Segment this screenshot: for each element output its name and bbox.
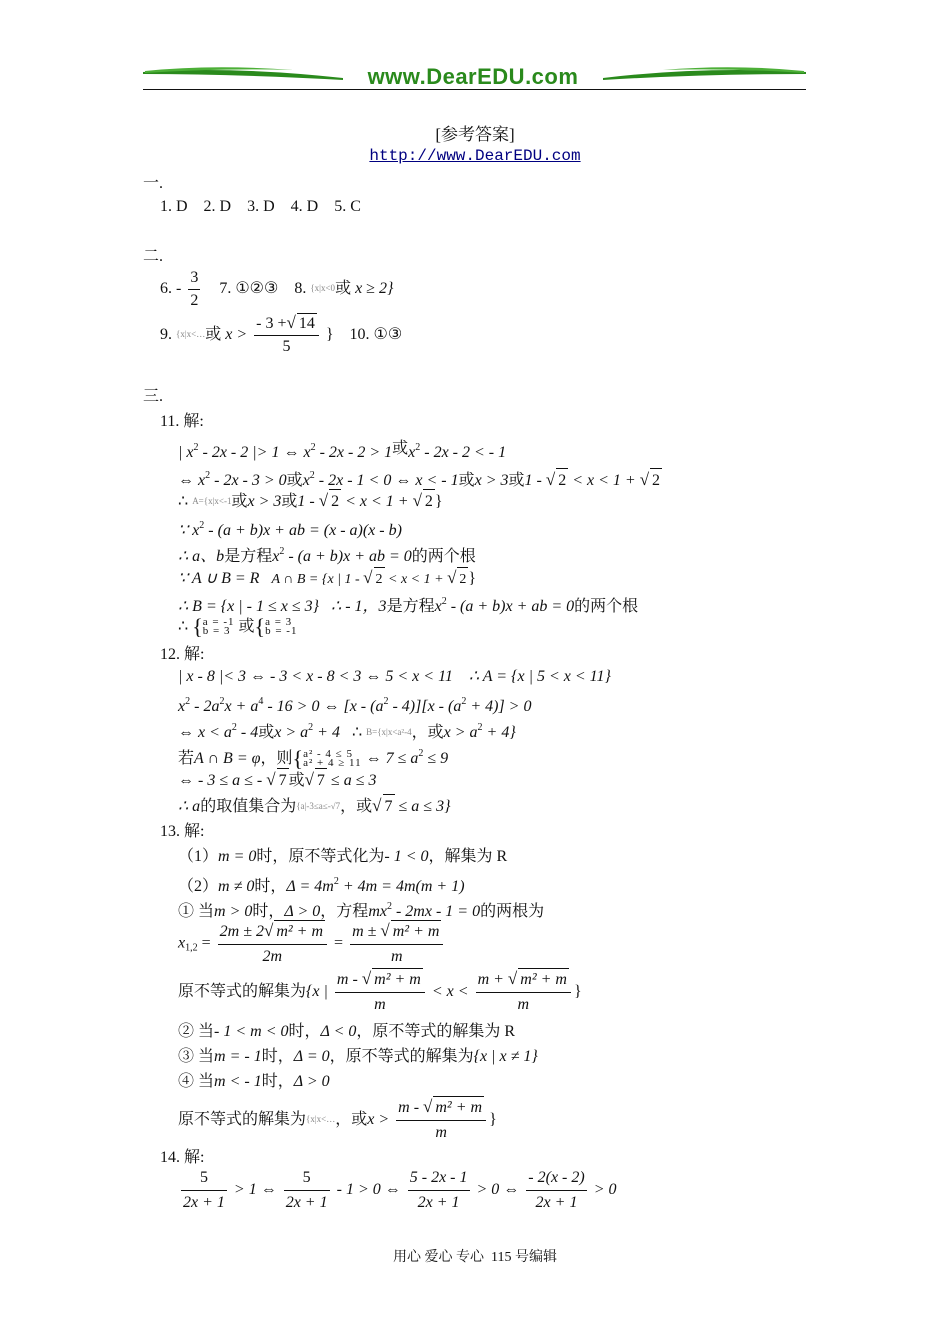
q11-line-2: ⇔ $x^2 - 2x - 3 > 0$或$x^2 - 2x - 1 < 0$ ⇔ x < - 1或x > 3或1 - √ 2 < x < 1 + √ 2 (178, 464, 662, 493)
q6-label: 6. (160, 280, 172, 297)
q12-line-5: ⇔ - 3 ≤ a ≤ - √ 7 或√ 7 ≤ a ≤ 3 (178, 768, 376, 793)
q13-line-4: $x_{1,2}$ = $\frac{\text{2m ± 2√ m² + m}}{2m}$ = $\frac{\text{m ± √ m² + m}}{m}$ (178, 920, 446, 971)
q13-line-5: 原不等式的解集为{x | $\frac{\text{m - √ m² + m}}{m}$ < x < $\frac{\text{m + √ m² + m}}{m}$ } (178, 969, 582, 1014)
answer-9-10 (160, 312, 402, 357)
header-rule (143, 89, 806, 90)
answers-1-5: 1. D 2. D 3. D 4. D 5. C (160, 198, 361, 215)
q8-or: 或 (335, 280, 352, 297)
q13-line-8: ④ 当m < - 1时，Δ > 0 (178, 1073, 330, 1090)
q6-fraction (188, 268, 200, 311)
q13-line-7: ③ 当m = - 1时，Δ = 0，原不等式的解集为{x | x ≠ 1} (178, 1048, 538, 1065)
page-title: [参考答案] (435, 125, 515, 144)
url-link[interactable] (0, 147, 950, 165)
q9-sqrt: 14 (298, 315, 315, 333)
q12-line-6: ∴ a的取值集合为{a|-3≤a≤-√7，或√ 7 ≤ a ≤ 3} (178, 794, 450, 819)
q9-garbled-set: {x|x<… (176, 329, 206, 339)
q12-label: 12. 解: (160, 646, 205, 663)
q14-line-1: $\frac{5}{2x + 1}$ > 1 ⇔ $\frac{5}{2x + 1}$ - 1 > 0 ⇔ $\frac{5 - 2x - 1}{2x + 1}$ > 0 ⇔ $\frac{- 2(x - 2)}{2x + 1}$ > 0 (183, 1168, 617, 1211)
site-logo: www.DearEDU.com (367, 64, 579, 89)
q13-label: 13. 解: (160, 823, 205, 840)
q11-line-5: ∴ a、b是方程$x^2 - (a + b)x$ + ab = 0的两个根 (178, 546, 476, 565)
q12-line-1: | x - 8 |< 3 ⇔ - 3 < x - 8 < 3 ⇔ 5 < x < 11 ∴ A = {x | 5 < x < 11} (178, 668, 611, 685)
q14-label: 14. 解: (160, 1149, 205, 1166)
page-footer: 用心 爱心 专心 115 号编辑 (393, 1250, 557, 1265)
q13-line-2: （2）m ≠ 0时，$\Delta = 4m^2 + 4m = 4m(m + 1)$ (178, 876, 465, 895)
q13-line-1: （1）m = 0时，原不等式化为- 1 < 0，解集为 R (178, 848, 508, 865)
q10-answer: 10. ①③ (349, 326, 403, 343)
q13-line-9: 原不等式的解集为{x|x<…，或x > $\frac{\text{m - √ m² + m}}{m}$ } (178, 1097, 497, 1142)
q11-line-6: ∵ A ∪ B = R A ∩ B = {x | 1 - √ 2 < x < 1 + √ 2 } (178, 566, 476, 592)
q9-label: 9. (160, 326, 172, 343)
q9-denominator: 5 (282, 338, 291, 356)
q6-sign: - (176, 280, 182, 297)
q8-label: 8. (294, 280, 307, 297)
q7-answer: 7. ①②③ (219, 280, 279, 297)
q11-line-7: ∴ B = {x | - 1 ≤ x ≤ 3} ∴ - 1，3是方程$x^2 - (a + b)x$ + ab = 0的两个根 (178, 596, 639, 615)
q12-line-4: 若A ∩ B = φ，则{ a² - 4 ≤ 5 a² + 4 ≥ 11 ⇔ $7 \le a^2 \le 9$ (178, 746, 449, 771)
q12-line-2: $x^2 - 2a^2x + a^4 - 16 > 0$ ⇔ $[x - (a^2 - 4)][x - (a^2 + 4)] > 0$ (178, 696, 532, 715)
q11-line-3: ∴ A={x|x<-1或x > 3或1 - √ 2 < x < 1 + √ 2 } (178, 489, 443, 514)
section-heading-1: 一. (143, 175, 164, 192)
q11-line-8: ∴ { a = -1 b = 3 或{ a = 3 b = -1 (178, 614, 298, 639)
q13-line-6: ② 当- 1 < m < 0时，Δ < 0，原不等式的解集为 R (178, 1023, 516, 1040)
section-heading-2: 二. (143, 248, 164, 265)
page-header (143, 62, 806, 92)
section-heading-3: 三. (143, 388, 164, 405)
q9-fraction (254, 313, 319, 357)
q9-numerator: - 3 +√ 14 (254, 313, 319, 336)
q8-end: x ≥ 2} (355, 280, 394, 297)
q9-end: } (325, 326, 334, 343)
q13-line-3: ① 当m > 0时，Δ > 0，方程$mx^2 - 2mx - 1 = 0$的两根为 (178, 901, 545, 920)
url-link-text[interactable]: http://www.DearEDU.com (369, 147, 581, 165)
q11-line-4: ∵ $x^2 - (a + b)x$ + ab = (x - a)(x - b) (178, 520, 402, 539)
q6-numerator: 3 (188, 268, 200, 290)
q11-line-1: | $x^2 - 2x - 2$ |> 1 ⇔ $x^2 - 2x - 2 > 1$或$x^2 - 2x - 2$ < - 1 (178, 440, 507, 461)
q11-label: 11. 解: (160, 413, 204, 430)
q8-garbled-set: {x|x<0 (310, 283, 336, 293)
q9-or: 或 (205, 326, 222, 343)
q9-x: x > (225, 326, 248, 343)
answer-6-8 (160, 266, 393, 311)
q6-denominator: 2 (190, 291, 199, 309)
q12-line-3: ⇔ $x < a^2 - 4$或$x > a^2 + 4$ ∴ B={x|x<a²-4，或$x > a^2 + 4$} (178, 722, 516, 741)
